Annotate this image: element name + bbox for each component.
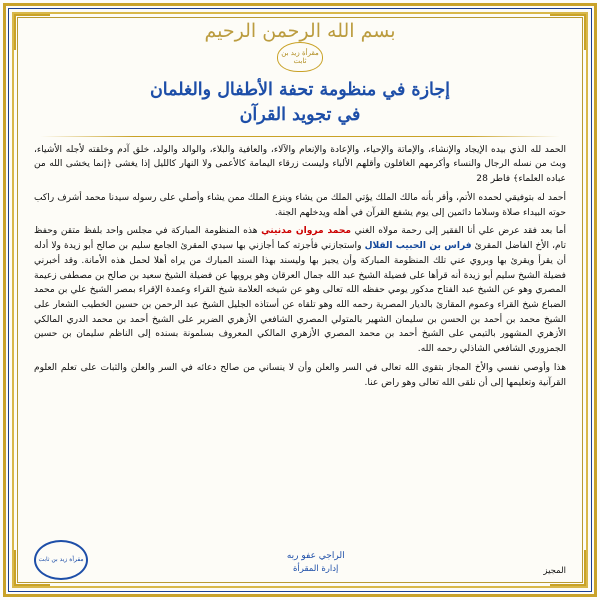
signature-hand-text: الراجي عفو ربه (286, 550, 345, 561)
administration-signature-block (287, 550, 345, 580)
paragraph-2: أحمد له بتوفيقي لحمده الأتم، وأقر بأنه مالك الملك يؤتي الملك من يشاء وينزع الملك ممن يشاء وأصلي على رسوله سيدنا محمد أشرف راكب حوته البيداء صلاة وسلاما دائمين إلى يوم يشفع القرآن في أهله ويدخلهم الجنة. (34, 192, 566, 218)
document-footer (34, 536, 566, 580)
paragraph-3-text-b: هذه المنظومة المباركة في مجلس واحد بلفظ متقن وحفظ تام، الأخ الفاضل المقرئ (34, 226, 566, 252)
paragraph-3-text-a: أما بعد فقد عرض علي أنا الفقير إلى رحمة مولاه الغني (351, 226, 566, 237)
institution-seal-icon: مقرأة زيد بن ثابت (277, 42, 323, 72)
paragraph-1: الحمد لله الذي بيده الإيجاد والإنشاء، والإماتة والإحياء، والإعادة والإنعام والآلاء، والعافية والبلاء، والوالد والولد، خلق آدم وخلقته لأجله الأشياء، وبث من نسله الرجال والنساء وأكرمهم الغافلون وأقلهم الألباء وليست زرقاء اليمامة كالأعمى ولا النهار كالليل إذا يغشى ﴿إنما يخشى الله من عباده العلماء﴾ فاطر 28 (34, 144, 566, 185)
document-content (20, 20, 580, 580)
paragraph-4: هذا وأوصي نفسي والأخ المجاز بتقوى الله تعالى في السر والعلن وأن لا ينساني من صالح دعائه في السر والعلن والثبات على تعلم العلوم القرآنية وتعليمها إلى أن نلقى الله تعالى وهو راض عنا. (34, 362, 566, 388)
page-title (34, 78, 566, 129)
grantee-name: فراس بن الحبيب القلال (364, 241, 472, 252)
grantor-name: محمد مروان مدنيني (261, 226, 352, 237)
title-line-2: في تجويد القرآن (239, 105, 361, 126)
document-body (34, 143, 566, 534)
grantor-signature-label: المجيز (543, 566, 566, 576)
paragraph-3-text-c: واستجازني فأجزته كما أجازني بها سيدي المقرئ الجامع سليم بن صالح أبو زيدة ولا أدله أن يقرأ ويقرئ بها وبروي عني تلك المنظومة المباركة وأن يجيز بها وليسند بهذا السند المبارك من يراه أهلا لحمل هذه الأمانة. وقد أخبرني فضيلة الشيخ سليم أبو زيدة أنه قرأها على فضيلة الشيخ عبد الله جمال العرقان وهو يرويها عن فضيلة الشيخ سعيد بن صالح بن مصطفى زعيمة المصري وهو عن الشيخ عبد الفتاح مدكور يومي حفظه الله تعالى وهو عن شيخه العلامة شيخ القراء وعمدة الإقراء بمصر الشيخ علي بن محمد الضباع شيخ القراء وعموم المقارئ بالديار المصرية رحمه الله وهو تلقاه عن أستاذه الجليل الشيخ عبد الرحمن بن حسين الخطيب الشعار على الشيخ محمد بن أحمد بن الحسن بن سليمان الشهير بالمتولي المصري الشافعي الأزهري الضرير على الشيخ أحمد بن محمد الدري المالكي الأزهري المشهور بالتيمي على الشيخ أحمد بن محمد المصري الأزهري المالكي المعروف بسلمونة بسنده إلى الناظم سليمان بن حسين الجمزوري الشافعي الشاذلي رحمه الله. (34, 241, 566, 355)
administration-label: إدارة المقرأة (292, 564, 339, 575)
official-stamp-icon: مقرأة زيد بن ثابت (34, 540, 88, 580)
basmala-text: بسم الله الرحمن الرحيم (204, 22, 396, 42)
paragraph-3 (34, 224, 566, 356)
title-line-1: إجازة في منظومة تحفة الأطفال والغلمان (149, 80, 451, 100)
crest-row (34, 42, 566, 72)
title-divider (40, 136, 560, 137)
